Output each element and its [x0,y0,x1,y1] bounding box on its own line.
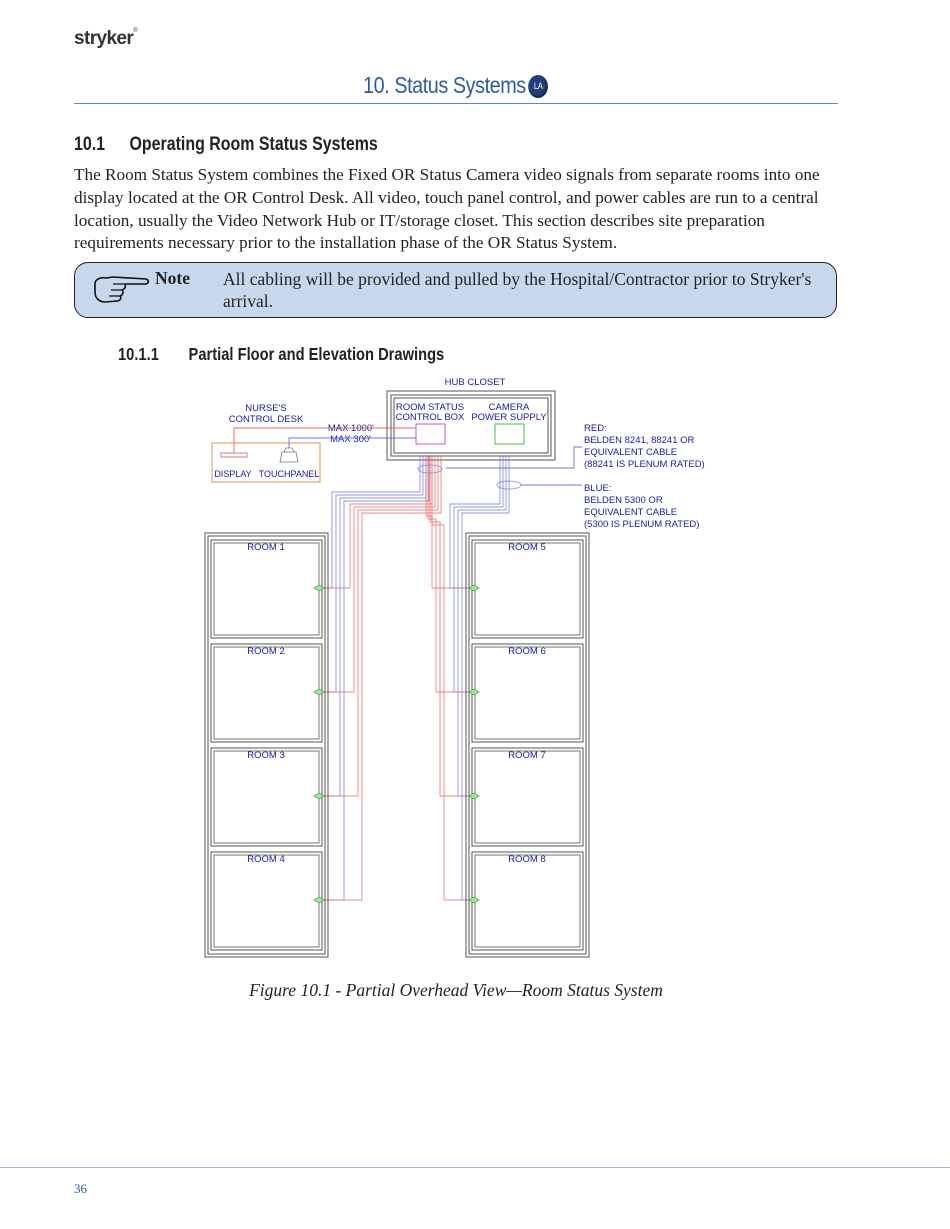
svg-text:NURSE'S: NURSE'S [245,403,287,414]
section-number: 10.1 [74,134,106,155]
svg-text:BELDEN 8241, 88241 OR: BELDEN 8241, 88241 OR [584,435,695,446]
power-supply-label-2: POWER SUPPLY [471,412,547,423]
room-label: ROOM 5 [508,542,546,553]
control-box-label-1: ROOM STATUS [395,402,465,413]
room-label: ROOM 8 [508,854,546,865]
camera-power-supply [495,424,524,444]
cable-run-left [322,456,435,692]
room-right-2 [472,644,583,742]
max-blue-label: MAX 300' [330,434,371,445]
room-label: ROOM 3 [247,750,285,761]
cable-legend [446,423,705,530]
display-icon [221,453,247,457]
camera-icon [469,897,479,903]
cable-run-left [322,456,429,900]
cable-run-right [432,456,470,900]
camera-icon [469,689,479,695]
camera-icon [469,585,479,591]
control-box [416,424,445,444]
stryker-logo: stryker® [74,28,138,49]
room-left-2 [211,644,322,742]
room-right-3 [472,748,583,846]
chapter-title: 10. Status Systems [363,72,527,98]
room-column-right [466,533,589,957]
hub-closet [387,377,555,460]
room-label: ROOM 4 [247,854,285,865]
cable-run-left [322,456,423,692]
figure-caption: Figure 10.1 - Partial Overhead View—Room Status System [249,980,663,1000]
room-left-3 [211,748,322,846]
room-left-4 [211,852,322,950]
cable-run-right [428,456,470,692]
svg-text:(5300 IS PLENUM RATED): (5300 IS PLENUM RATED) [584,519,700,530]
room-column-left [205,533,328,957]
room-label: ROOM 6 [508,646,546,657]
svg-text:EQUIVALENT CABLE: EQUIVALENT CABLE [584,507,678,518]
display-label: DISPLAY [214,469,252,479]
footer-divider [0,1167,950,1168]
room-label: ROOM 7 [508,750,546,761]
section-title: Operating Room Status Systems [129,134,378,155]
subsection-number: 10.1.1 [118,344,159,364]
body-paragraph: The Room Status System combines the Fixed OR Status Camera video signals from separate rooms into one display located at the OR Control Desk. All video, touch panel control, and power cables are run to a central location, usually the Video Network Hub or IT/storage closet. This section describes site preparation requirements necessary prior to the installation phase of the OR Status System. [74,165,820,253]
rooms [211,540,583,950]
nurses-control-desk [212,403,374,482]
la-badge-icon: LA [529,75,549,98]
touchpanel-label: TOUCHPANEL [258,469,320,479]
hub-closet-label: HUB CLOSET [444,377,506,388]
room-right-4 [472,852,583,950]
room-left-1 [211,540,322,638]
cable-runs [322,456,509,900]
control-box-label-2: CONTROL BOX [395,412,465,423]
svg-text:BLUE:: BLUE: [584,483,612,494]
touchpanel-icon [280,448,298,462]
note-label: Note [155,268,190,288]
svg-text:(88241 IS PLENUM RATED): (88241 IS PLENUM RATED) [584,459,705,470]
cable-run-right [454,456,503,692]
room-label: ROOM 1 [247,542,285,553]
note-text: All cabling will be provided and pulled by the Hospital/Contractor prior to Stryker's arrival. [223,269,812,311]
subsection-title: Partial Floor and Elevation Drawings [188,344,445,364]
cable-run-left [322,456,420,588]
power-supply-label-1: CAMERA [488,402,530,413]
svg-text:CONTROL DESK: CONTROL DESK [228,414,304,425]
svg-text:EQUIVALENT CABLE: EQUIVALENT CABLE [584,447,678,458]
room-right-1 [472,540,583,638]
svg-text:RED:: RED: [584,423,607,434]
room-label: ROOM 2 [247,646,285,657]
camera-icon [469,793,479,799]
page-number: 36 [74,1181,87,1196]
max-red-label: MAX 1000' [327,423,374,434]
svg-text:BELDEN 5300 OR: BELDEN 5300 OR [584,495,663,506]
cable-run-left [322,456,432,588]
